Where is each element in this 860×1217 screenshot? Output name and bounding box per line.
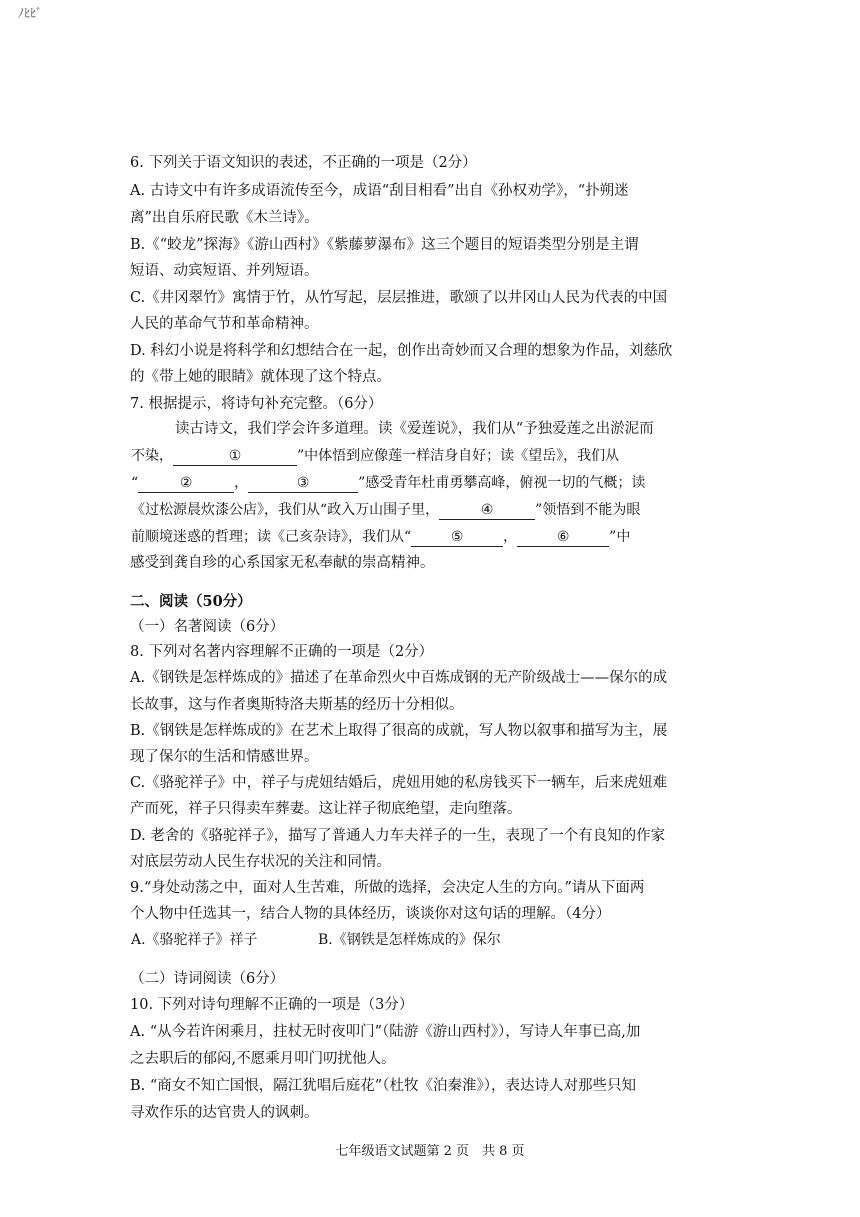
q9-line2: 个人物中任选其一，结合人物的具体经历，谈谈你对这句话的理解。（4分） [130, 906, 611, 922]
q6-option-a-line2: 离”出自乐府民歌《木兰诗》。 [130, 210, 319, 226]
q7-text: 前顺境迷惑的哲理；读《己亥杂诗》，我们从“ [131, 529, 412, 545]
q7-text: ， [503, 529, 518, 545]
q7-passage-line1: 读古诗文，我们学会许多道理。读《爱莲说》，我们从“予独爱莲之出淤泥而 [175, 421, 654, 437]
q7-blank-6[interactable]: ⑥ [517, 529, 609, 547]
q8-option-a-line2: 长故事，这与作者奥斯特洛夫斯基的经历十分相似。 [130, 697, 464, 713]
q7-passage-line6: 感受到龚自珍的心系国家无私奉献的崇高精神。 [130, 555, 435, 571]
q6-option-d-line1: D. 科幻小说是将科学和幻想结合在一起，创作出奇妙而又合理的想象为作品，刘慈欣 [130, 343, 673, 359]
section-2-sub1: （一）名著阅读（6分） [130, 619, 285, 635]
q9-line1: 9.“身处动荡之中，面对人生苦难，所做的选择，会决定人生的方向。”请从下面两 [130, 880, 645, 896]
section-2-title: 二、阅读（50分） [130, 593, 252, 610]
q7-blank-5[interactable]: ⑤ [411, 529, 503, 547]
q10-title: 10. 下列对诗句理解不正确的一项是（3分） [130, 997, 414, 1013]
q7-passage-line3 [131, 473, 645, 493]
q10-option-b-line1: B. “商女不知亡国恨，隔江犹唱后庭花”（杜牧《泊秦淮》），表达诗人对那些只知 [130, 1078, 636, 1094]
q8-option-d-line1: D. 老舍的《骆驼祥子》，描写了普通人力车夫祥子的一生，表现了一个有良知的作家 [130, 828, 666, 844]
q7-text: ”中 [609, 529, 631, 545]
q7-passage-line4 [131, 500, 640, 520]
corner-mark: ﾉﾋﾋﾞ [18, 6, 43, 20]
q10-option-a-line1: A. “从今若许闲乘月，拄杖无时夜叩门”（陆游《游山西村》），写诗人年事已高,加 [130, 1024, 641, 1040]
q7-title: 7. 根据提示，将诗句补充完整。（6分） [130, 396, 383, 412]
q6-option-b-line1: B.《“蛟龙”探海》《游山西村》《紫藤萝瀑布》这三个题目的短语类型分别是主谓 [130, 237, 639, 253]
q6-title: 6. 下列关于语文知识的表述，不正确的一项是（2分） [130, 155, 477, 171]
q7-text: ”领悟到不能为眼 [535, 502, 641, 518]
section-2-sub2: （二）诗词阅读（6分） [130, 971, 285, 987]
q8-option-b-line2: 现了保尔的生活和情感世界。 [130, 749, 319, 765]
q7-blank-4[interactable]: ④ [439, 502, 535, 520]
q8-option-a-line1: A.《钢铁是怎样炼成的》描述了在革命烈火中百炼成钢的无产阶级战士——保尔的成 [130, 670, 668, 686]
page-footer: 七年级语文试题第 2 页 共 8 页 [335, 1144, 525, 1159]
q8-option-c-line2: 产而死，祥子只得卖车葬妻。这让祥子彻底绝望，走向堕落。 [130, 801, 522, 817]
q6-option-c-line1: C.《井冈翠竹》寓情于竹，从竹写起，层层推进，歌颂了以井冈山人民为代表的中国 [130, 290, 668, 306]
q7-blank-3[interactable]: ③ [248, 475, 358, 493]
q9-option-a: A.《骆驼祥子》祥子 [131, 932, 258, 948]
q9-option-b: B.《钢铁是怎样炼成的》保尔 [318, 932, 501, 948]
q7-text: 《过松源晨炊漆公店》，我们从“政入万山围子里， [131, 502, 440, 518]
q6-option-a-line1: A. 古诗文中有许多成语流传至今，成语“刮目相看”出自《孙权劝学》，“扑朔迷 [130, 183, 629, 199]
q8-option-c-line1: C.《骆驼祥子》中，祥子与虎妞结婚后，虎妞用她的私房钱买下一辆车，后来虎妞难 [130, 775, 668, 791]
q7-blank-2[interactable]: ② [138, 475, 234, 493]
q10-option-b-line2: 寻欢作乐的达官贵人的讽刺。 [130, 1105, 319, 1121]
q6-option-d-line2: 的《带上她的眼睛》就体现了这个特点。 [130, 369, 391, 385]
q7-text: ”感受青年杜甫勇攀高峰，俯视一切的气概；读 [358, 475, 646, 491]
q7-passage-line2 [131, 446, 619, 466]
q7-passage-line5 [131, 527, 630, 547]
q7-blank-1[interactable]: ① [173, 448, 297, 466]
q8-option-d-line2: 对底层劳动人民生存状况的关注和同情。 [130, 854, 391, 870]
q7-text: ”中体悟到应像莲一样洁身自好；读《望岳》，我们从 [297, 448, 620, 464]
q7-text: 不染， [131, 448, 173, 464]
q7-text: “ [131, 475, 139, 491]
q6-option-b-line2: 短语、动宾短语、并列短语。 [130, 263, 319, 279]
q8-option-b-line1: B.《钢铁是怎样炼成的》在艺术上取得了很高的成就，写人物以叙事和描写为主，展 [130, 723, 668, 739]
q7-text: ， [234, 475, 249, 491]
q10-option-a-line2: 之去职后的郁闷,不愿乘月叩门叨扰他人。 [130, 1051, 396, 1067]
q8-title: 8. 下列对名著内容理解不正确的一项是（2分） [130, 644, 434, 660]
q6-option-c-line2: 人民的革命气节和革命精神。 [130, 316, 319, 332]
